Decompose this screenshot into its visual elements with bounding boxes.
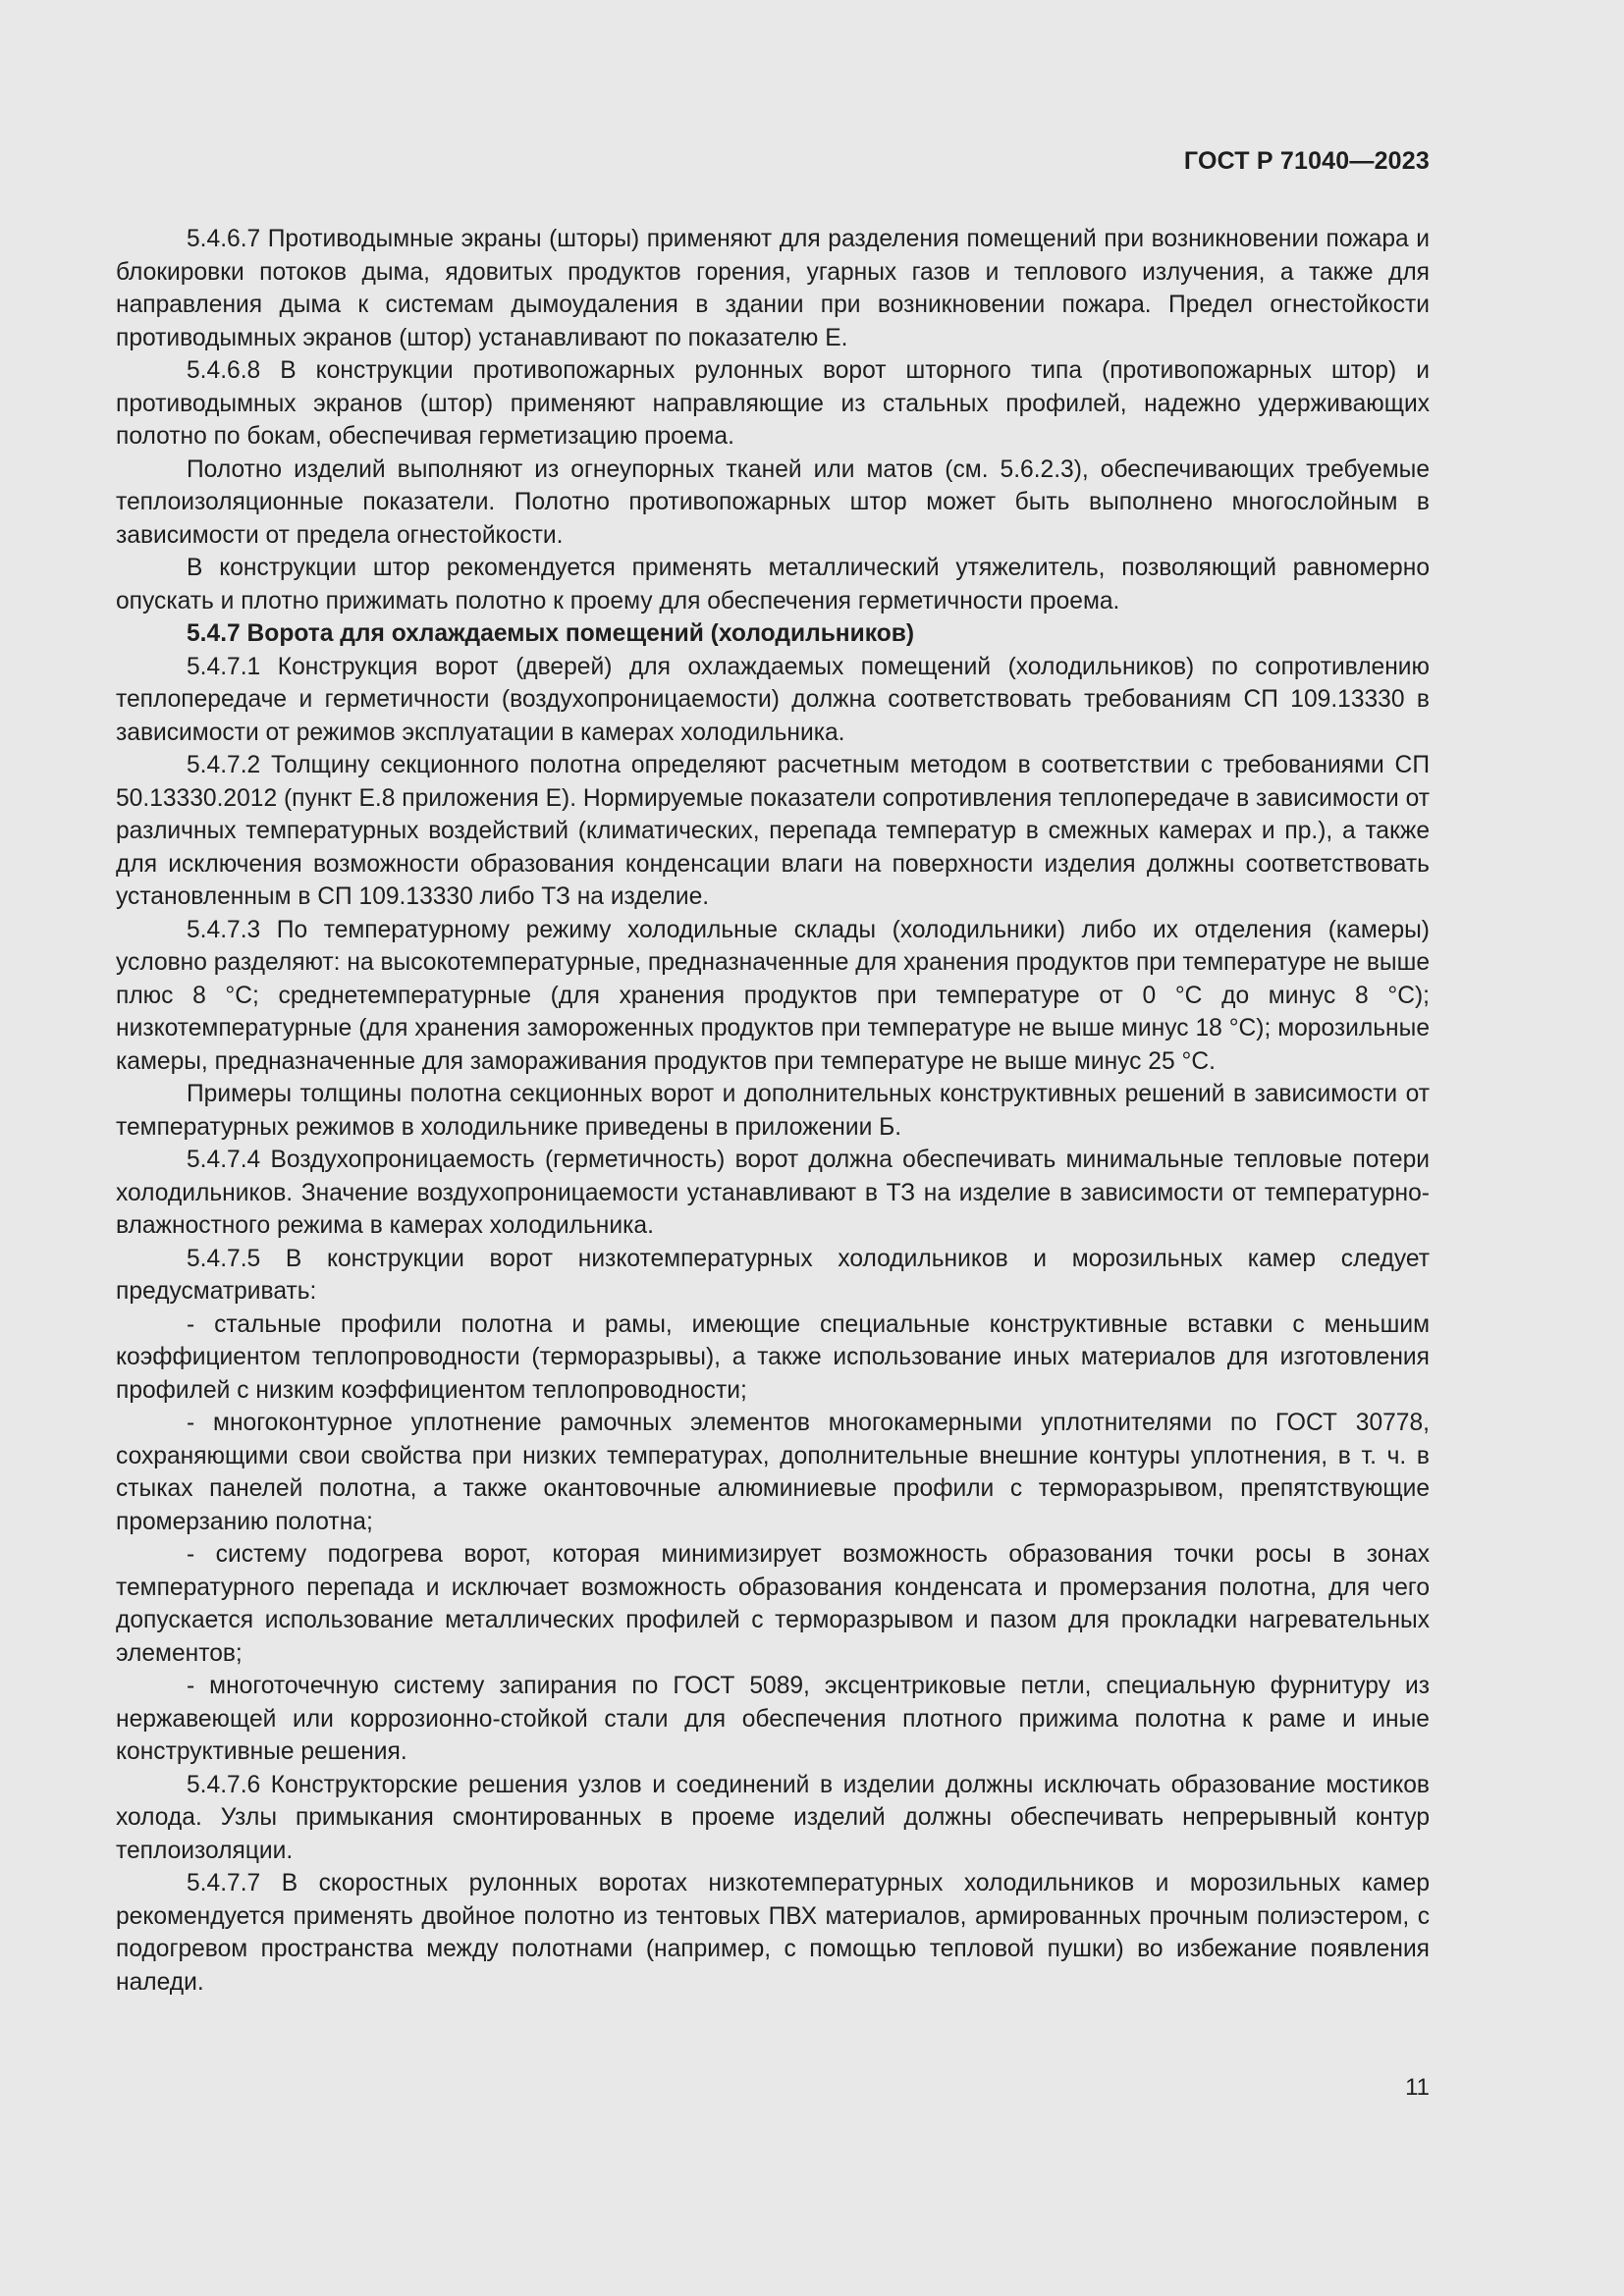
page-number: 11 [1405,2074,1430,2101]
list-item-steel-profiles: - стальные профили полотна и рамы, имеющие специальные конструктивные вставки с меньшим коэффициентом теплопроводности (терморазрывы), а также использование иных материалов для изготовления профилей с низким коэффициентом теплопроводности; [116,1310,1430,1404]
paragraph-5-4-7-5: 5.4.7.5 В конструкции ворот низкотемпературных холодильников и морозильных камер следует предусматривать: [116,1245,1430,1305]
paragraph-5-4-7-2: 5.4.7.2 Толщину секционного полотна определяют расчетным методом в соответствии с требованиями СП 50.13330.2012 (пункт Е.8 приложения Е). Нормируемые показатели сопротивления теплопередаче в зависимости от различных температурных воздействий (климатических, перепада температур в смежных камерах и пр.), а также для исключения возможности образования конденсации влаги на поверхности изделия должны соответствовать установленным в СП 109.13330 либо ТЗ на изделие. [116,752,1430,910]
paragraph-5-4-7-3: 5.4.7.3 По температурному режиму холодильные склады (холодильники) либо их отделения (камеры) условно разделяют: на высокотемпературные, предназначенные для хранения продуктов при температуре не выше плюс 8 °С; среднетемпературные (для хранения продуктов при температуре от 0 °С до минус 8 °С); низкотемпературные (для хранения замороженных продуктов при температуре не выше минус 18 °С); морозильные камеры, предназначенные для замораживания продуктов при температуре не выше минус 25 °С. [116,916,1430,1075]
paragraph-5-4-7-4: 5.4.7.4 Воздухопроницаемость (герметичность) ворот должна обеспечивать минимальные тепловые потери холодильников. Значение воздухопроницаемости устанавливают в ТЗ на изделие в зависимости от температурно-влажностного режима в камерах холодильника. [116,1147,1430,1239]
paragraph-5-4-7-6: 5.4.7.6 Конструкторские решения узлов и соединений в изделии должны исключать образование мостиков холода. Узлы примыкания смонтированных в проеме изделий должны обеспечивать непрерывный контур теплоизоляции. [116,1771,1430,1864]
list-item-heating: - систему подогрева ворот, которая минимизирует возможность образования точки росы в зонах температурного перепада и исключает возможность образования конденсата и промерзания полотна, для чего допускается использование металлических профилей с терморазрывом и пазом для прокладки нагревательных элементов; [116,1541,1430,1667]
paragraph-5-4-6-7: 5.4.6.7 Противодымные экраны (шторы) применяют для разделения помещений при возникновении пожара и блокировки потоков дыма, ядовитых продуктов горения, угарных газов и теплового излучения, а также для направления дыма к системам дымоудаления в здании при возникновении пожара. Предел огнестойкости противодымных экранов (штор) устанавливают по показателю Е. [116,226,1430,351]
paragraph-weight: В конструкции штор рекомендуется применять металлический утяжелитель, позволяющий равномерно опускать и плотно прижимать полотно к проему для обеспечения герметичности проема. [116,555,1430,614]
paragraph-examples: Примеры толщины полотна секционных ворот и дополнительных конструктивных решений в зависимости от температурных режимов в холодильнике приведены в приложении Б. [116,1081,1430,1141]
list-item-locking: - многоточечную систему запирания по ГОСТ 5089, эксцентриковые петли, специальную фурнитуру из нержавеющей или коррозионно-стойкой стали для обеспечения плотного прижима полотна к раме и иные конструктивные решения. [116,1673,1430,1765]
paragraph-5-4-6-8: 5.4.6.8 В конструкции противопожарных рулонных ворот шторного типа (противопожарных штор) и противодымных экранов (штор) применяют направляющие из стальных профилей, надежно удерживающих полотно по бокам, обеспечивая герметизацию проема. [116,357,1430,450]
paragraph-fabric: Полотно изделий выполняют из огнеупорных тканей или матов (см. 5.6.2.3), обеспечивающих требуемые теплоизоляционные показатели. Полотно противопожарных штор может быть выполнено многослойным в зависимости от предела огнестойкости. [116,455,1430,549]
document-body [116,223,1430,1999]
document-header: ГОСТ Р 71040—2023 [1183,147,1430,175]
paragraph-5-4-7-7: 5.4.7.7 В скоростных рулонных воротах низкотемпературных холодильников и морозильных камер рекомендуется применять двойное полотно из тентовых ПВХ материалов, армированных прочным полиэстером, с подогревом пространства между полотнами (например, с помощью тепловой пушки) во избежание появления наледи. [116,1870,1430,1996]
paragraph-5-4-7-1: 5.4.7.1 Конструкция ворот (дверей) для охлаждаемых помещений (холодильников) по сопротивлению теплопередаче и герметичности (воздухопроницаемости) должна соответствовать требованиям СП 109.13330 в зависимости от режимов эксплуатации в камерах холодильника. [116,653,1430,746]
section-heading-5-4-7: 5.4.7 Ворота для охлаждаемых помещений (холодильников) [187,620,915,647]
list-item-sealing: - многоконтурное уплотнение рамочных элементов многокамерными уплотнителями по ГОСТ 30778, сохраняющими свои свойства при низких температурах, дополнительные внешние контуры уплотнения, в т. ч. в стыках панелей полотна, а также окантовочные алюминиевые профили с терморазрывом, препятствующие промерзанию полотна; [116,1410,1430,1535]
